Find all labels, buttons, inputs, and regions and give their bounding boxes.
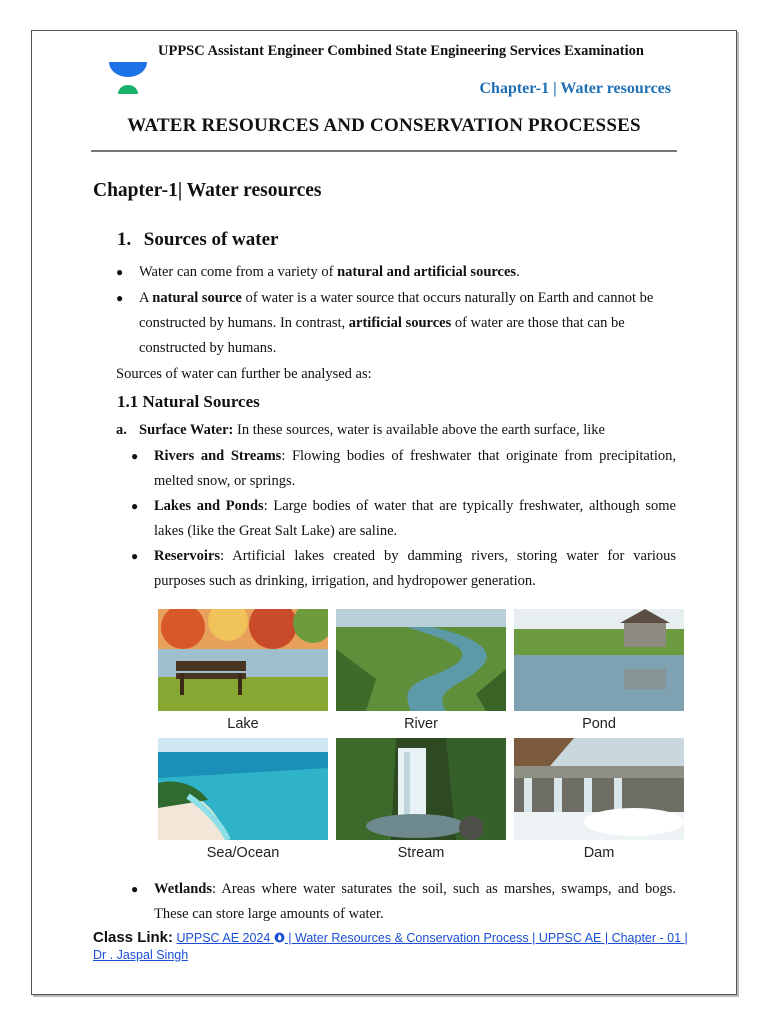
- pond-photo: [514, 609, 684, 711]
- bullet-bold: artificial sources: [348, 315, 452, 331]
- bullet-text: : Large bodies of water that are typically freshwater, although some lakes (like the Great Salt Lake) are saline.: [154, 498, 676, 539]
- river-photo: [336, 609, 506, 711]
- link-text: | Water Resources & Conservation Process | UPPSC AE | Chapter - 01 | Dr . Jaspal Singh: [93, 931, 688, 962]
- lake-photo: [158, 609, 328, 711]
- bullet-dot: ●: [131, 449, 139, 463]
- bullet-text: : Flowing bodies of freshwater that originate from precipitation, melted snow, or springs.: [154, 448, 676, 489]
- section-heading: [117, 229, 278, 251]
- subsection-heading: 1.1 Natural Sources: [117, 392, 260, 411]
- bullet-dot: ●: [131, 882, 139, 896]
- bullet-bold: Reservoirs: [154, 548, 221, 564]
- bullet-bold: natural source: [152, 290, 242, 306]
- header-divider: [91, 150, 677, 152]
- item-marker: a.: [116, 422, 127, 438]
- caption-river: River: [404, 716, 438, 732]
- bullet-text: .: [516, 264, 520, 280]
- chapter-heading: Chapter-1| Water resources: [93, 180, 322, 201]
- stream-photo: [336, 738, 506, 840]
- link-text: UPPSC AE 2024: [176, 931, 271, 945]
- bullet-dot: ●: [116, 291, 124, 305]
- class-link: [93, 929, 693, 964]
- section-title: Sources of water: [143, 229, 279, 250]
- caption-dam: Dam: [583, 845, 615, 861]
- bullet-bold: Lakes and Ponds: [154, 498, 264, 514]
- caption-pond: Pond: [582, 716, 616, 732]
- bullet-dot: ●: [131, 549, 139, 563]
- caption-stream: Stream: [397, 845, 445, 861]
- class-link-label: Class Link:: [93, 929, 174, 946]
- surface-water-item: [116, 418, 681, 443]
- chapter-tag: Chapter-1 | Water resources: [479, 80, 671, 97]
- water-sources-gallery: [158, 609, 684, 867]
- bullet-dot: ●: [116, 265, 124, 279]
- exam-title: UPPSC Assistant Engineer Combined State Engineering Services Examination: [158, 43, 644, 59]
- bullet-text: : Artificial lakes created by damming rivers, storing water for various purposes such as drinking, irrigation, and hydropower generation.: [154, 548, 676, 589]
- fire-icon: [274, 931, 285, 943]
- intro-line: Sources of water can further be analysed as:: [116, 366, 372, 382]
- bullet-text: of water is a water source that occurs naturally on Earth and cannot be constructed by humans. In contrast,: [139, 290, 654, 331]
- section-number: 1.: [117, 229, 132, 250]
- dam-photo: [514, 738, 684, 840]
- bullet-text: : Areas where water saturates the soil, such as marshes, swamps, and bogs. These can store large amounts of water.: [154, 881, 676, 922]
- bullet-bold: Rivers and Streams: [154, 448, 282, 464]
- bullet-text: of water are those that can be constructed by humans.: [139, 315, 625, 356]
- caption-lake: Lake: [227, 716, 259, 732]
- item-text: In these sources, water is available above the earth surface, like: [233, 422, 605, 438]
- bullet-text: Water can come from a variety of: [139, 264, 338, 280]
- item-label: Surface Water:: [139, 422, 234, 438]
- document-title: WATER RESOURCES AND CONSERVATION PROCESSES: [127, 115, 641, 136]
- bullet-bold: natural and artificial sources: [337, 264, 517, 280]
- sea-photo: [158, 738, 328, 840]
- caption-sea: Sea/Ocean: [206, 845, 280, 861]
- class-link-url[interactable]: [93, 931, 688, 962]
- bullet-bold: Wetlands: [154, 881, 213, 897]
- bullet-text: A: [139, 290, 153, 306]
- brand-logo: [107, 60, 149, 96]
- bullet-dot: ●: [131, 499, 139, 513]
